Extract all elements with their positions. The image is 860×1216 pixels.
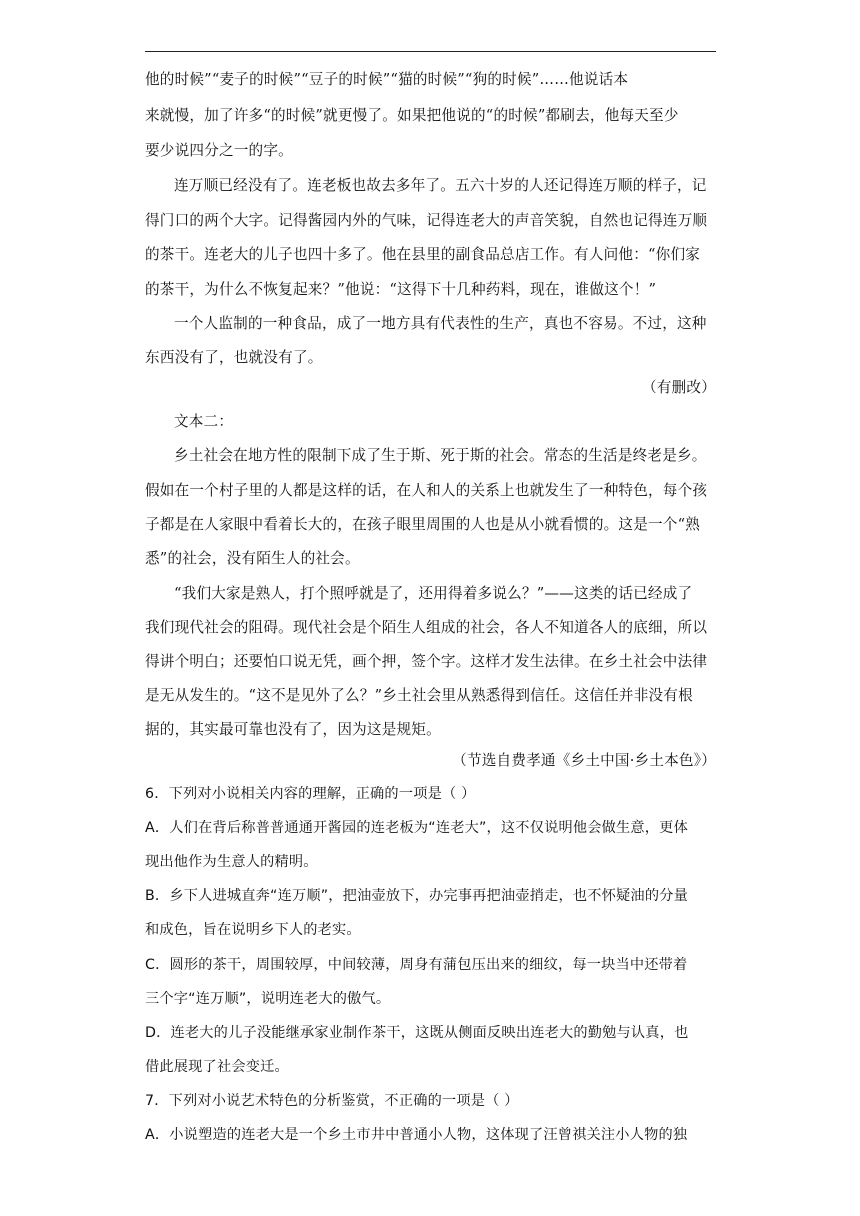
option-line: C．圆形的茶干，周围较厚，中间较薄，周身有蒲包压出来的细纹，每一块当中还带着 bbox=[145, 957, 688, 973]
option-line: 和成色，旨在说明乡下人的老实。 bbox=[145, 922, 361, 938]
text-line: 乡土社会在地方性的限制下成了生于斯、死于斯的社会。常态的生活是终老是乡。 bbox=[174, 447, 707, 464]
option-line: 现出他作为生意人的精明。 bbox=[145, 854, 318, 870]
text-line: 得门口的两个大字。记得酱园内外的气味，记得连老大的声音笑貌，自然也记得连万顺 bbox=[145, 212, 708, 229]
text-line: 据的，其实最可靠也没有了，因为这是规矩。 bbox=[145, 721, 441, 738]
question-stem: 7．下列对小说艺术特色的分析鉴赏，不正确的一项是（ ） bbox=[145, 1093, 519, 1109]
text-line: 一个人监制的一种食品，成了一地方具有代表性的生产，真也不容易。不过，这种 bbox=[174, 315, 707, 332]
header-rule bbox=[145, 51, 716, 52]
text-line: 悉”的社会，没有陌生人的社会。 bbox=[145, 550, 360, 567]
text2-source-note: （节选自费孝通《乡土中国·乡土本色》） bbox=[452, 752, 716, 769]
text-line: 东西没有了，也就没有了。 bbox=[145, 349, 323, 366]
text-line: 得讲个明白；还要怕口说无凭，画个押，签个字。这样才发生法律。在乡土社会中法律 bbox=[145, 653, 708, 670]
question-stem: 6．下列对小说相关内容的理解，正确的一项是（ ） bbox=[145, 786, 476, 802]
text-line: 的茶干。连老大的儿子也四十多了。他在县里的副食品总店工作。有人问他：“你们家 bbox=[145, 246, 701, 263]
text-line: 子都是在人家眼中看着长大的，在孩子眼里周围的人也是从小就看惯的。这是一个“熟 bbox=[145, 516, 701, 533]
text-line: 假如在一个村子里的人都是这样的话，在人和人的关系上也就发生了一种特色，每个孩 bbox=[145, 482, 708, 499]
option-line: B．乡下人进城直奔“连万顺”，把油壶放下，办完事再把油壶捎走，也不怀疑油的分量 bbox=[145, 888, 688, 904]
option-line: D．连老大的儿子没能继承家业制作茶干，这既从侧面反映出连老大的勤勉与认真，也 bbox=[145, 1025, 689, 1041]
text-line: 他的时候”“麦子的时候”“豆子的时候”“猫的时候”“狗的时候”……他说话本 bbox=[145, 71, 629, 88]
text-line: 我们现代社会的阻碍。现代社会是个陌生人组成的社会，各人不知道各人的底细，所以 bbox=[145, 619, 708, 636]
text-line: 是无从发生的。“这不是见外了么？”乡土社会里从熟悉得到信任。这信任并非没有根 bbox=[145, 687, 693, 704]
text2-heading: 文本二： bbox=[174, 413, 234, 430]
option-line: A．小说塑造的连老大是一个乡土市井中普通小人物，这体现了汪曾祺关注小人物的独 bbox=[145, 1127, 688, 1143]
text1-source-note: （有删改） bbox=[642, 379, 716, 396]
text-line: 连万顺已经没有了。连老板也故去多年了。五六十岁的人还记得连万顺的样子，记 bbox=[174, 177, 707, 194]
option-line: 三个字“连万顺”，说明连老大的傲气。 bbox=[145, 991, 391, 1007]
option-line: 借此展现了社会变迁。 bbox=[145, 1059, 289, 1075]
text-line: 的茶干，为什么不恢复起来？”他说：“这得下十几种药料，现在，谁做这个！” bbox=[145, 281, 657, 298]
text-line: 要少说四分之一的字。 bbox=[145, 142, 293, 159]
text-line: 来就慢，加了许多“的时候”就更慢了。如果把他说的“的时候”都刷去，他每天至少 bbox=[145, 107, 679, 124]
text-line: “我们大家是熟人，打个照呼就是了，还用得着多说么？”——这类的话已经成了 bbox=[174, 585, 693, 602]
option-line: A．人们在背后称普普通通开酱园的连老板为“连老大”，这不仅说明他会做生意，更体 bbox=[145, 820, 688, 836]
